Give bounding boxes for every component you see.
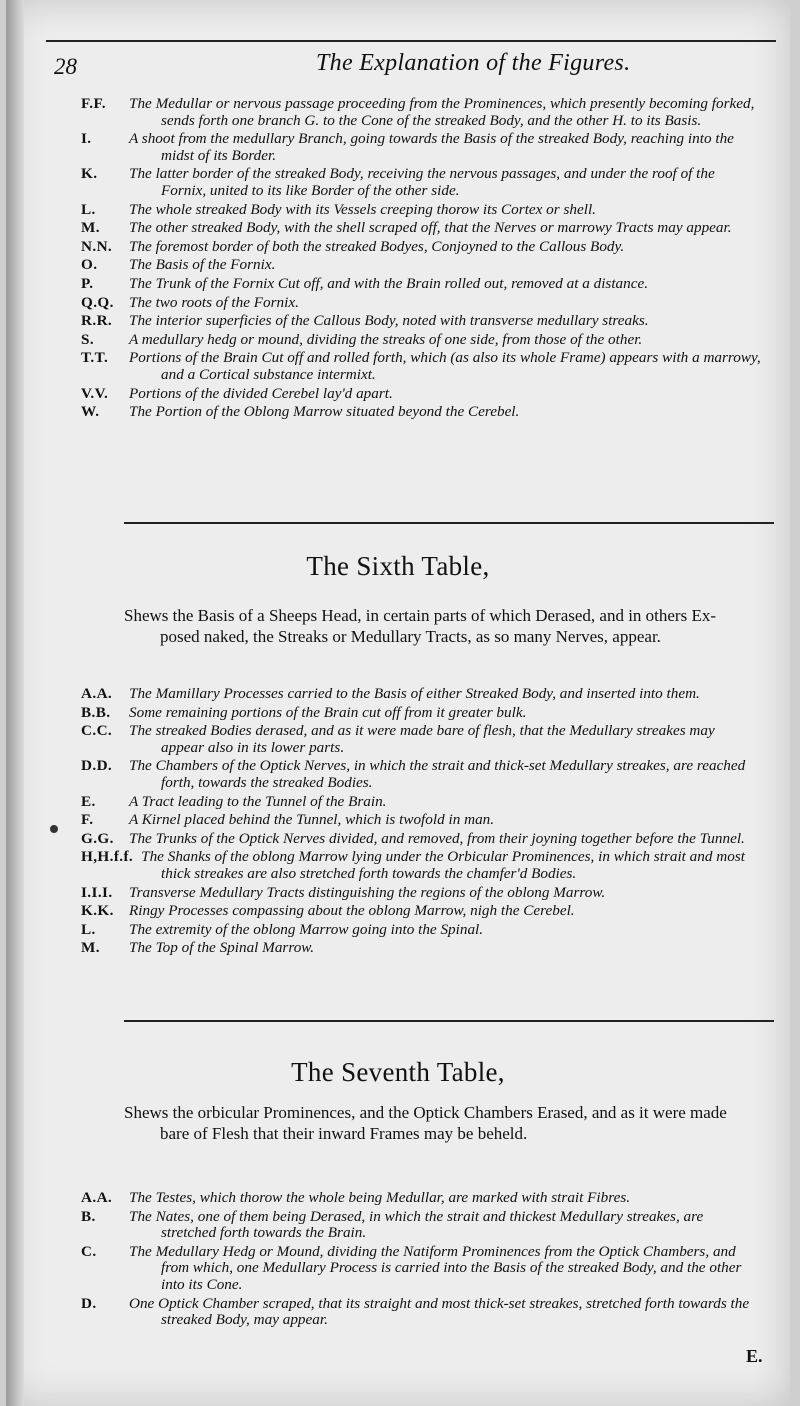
list-item: N.N. The foremost border of both the streaked Bodyes, Conjoyned to the Callous Body.	[81, 237, 625, 255]
sixth-table-entries	[81, 685, 761, 957]
intro-line: Shews the Basis of a Sheeps Head, in certain parts of which Derased, and in others Ex-	[124, 606, 717, 625]
seventh-table-entries	[81, 1189, 761, 1329]
list-item: F.F. The Medullar or nervous passage proceeding from the Prominences, which presently becoming forked, sends forth one branch G. to the Cone of the streaked Body, and the other H. to its Basis.	[81, 95, 755, 129]
catchword: E.	[746, 1346, 763, 1366]
running-title: The Explanation of the Figures.	[316, 50, 631, 76]
entry-text: The Trunk of the Fornix Cut off, and with the Brain rolled out, removed at a distance.	[129, 274, 649, 292]
list-item: B. The Nates, one of them being Derased, in which the strait and thickest Medullary streakes, are stretched forth towards the Brain.	[81, 1207, 704, 1242]
list-item: I.I.I. Transverse Medullary Tracts distinguishing the regions of the oblong Marrow.	[81, 883, 606, 901]
intro-line: bare of Flesh that their inward Frames may be beheld.	[160, 1124, 528, 1143]
entry-text: The Nates, one of them being Derased, in which the strait and thickest Medullary streakes, are stretched forth towards the Brain.	[129, 1207, 704, 1242]
list-item: Q.Q. The two roots of the Fornix.	[81, 293, 299, 311]
entry-text: The Medullary Hedg or Mound, dividing the Natiform Prominences from the Optick Chambers, and from which, one Medullary Process is carried into the Basis of the streaked Body, and the other into its Cone.	[129, 1242, 742, 1293]
list-item: E. A Tract leading to the Tunnel of the Brain.	[81, 792, 387, 810]
entry-text: The Chambers of the Optick Nerves, in which the strait and thick-set Medullary streakes, are reached forth, towards the streaked Bodies.	[129, 757, 746, 791]
entry-text: Ringy Processes compassing about the oblong Marrow, nigh the Cerebel.	[129, 902, 575, 920]
entry-text: A medullary hedg or mound, dividing the streaks of one side, from those of the other.	[129, 330, 643, 348]
page-gutter-shadow	[6, 0, 24, 1406]
list-item: L. The extremity of the oblong Marrow going into the Spinal.	[81, 920, 484, 938]
list-item	[81, 848, 761, 882]
entry-text: The Mamillary Processes carried to the Basis of either Streaked Body, and inserted into them.	[129, 685, 700, 702]
entry-text: The latter border of the streaked Body, receiving the nervous passages, and under the roof of the Fornix, united to its like Border of the other side.	[129, 165, 715, 199]
entry-text: The whole streaked Body with its Vessels creeping thorow its Cortex or shell.	[129, 200, 596, 218]
entry-text: The Shanks of the oblong Marrow lying under the Orbicular Prominences, in which strait and most thick streakes are also stretched forth towards the chamfer'd Bodies.	[141, 848, 745, 882]
list-item: C. The Medullary Hedg or Mound, dividing the Natiform Prominences from the Optick Chambers, and from which, one Medullary Process is carried into the Basis of the streaked Body, and the other into its Cone.	[81, 1242, 742, 1293]
entry-text: A Kirnel placed behind the Tunnel, which is twofold in man.	[129, 811, 495, 829]
fifth-table-entries	[81, 95, 761, 421]
entry-text: The extremity of the oblong Marrow going into the Spinal.	[129, 920, 484, 938]
seventh-table-title: The Seventh Table,	[291, 1057, 505, 1087]
list-item: G.G. The Trunks of the Optick Nerves divided, and removed, from their joyning together before the Tunnel.	[81, 829, 745, 847]
list-item: R.R. The interior superficies of the Callous Body, noted with transverse medullary streaks.	[81, 312, 649, 330]
entry-text: The Trunks of the Optick Nerves divided, and removed, from their joyning together before the Tunnel.	[129, 829, 745, 847]
sixth-table-title: The Sixth Table,	[306, 551, 490, 581]
list-item: M. The other streaked Body, with the shell scraped off, that the Nerves or marrowy Tracts may appear.	[81, 219, 732, 237]
list-item: A.A. The Testes, which thorow the whole being Medullar, are marked with strait Fibres.	[81, 1189, 631, 1206]
entry-text: The foremost border of both the streaked Bodyes, Conjoyned to the Callous Body.	[129, 237, 625, 255]
entry-text: The streaked Bodies derased, and as it were made bare of flesh, that the Medullary streakes may appear also in its lower parts.	[129, 722, 715, 756]
entry-text: Some remaining portions of the Brain cut off from it greater bulk.	[129, 703, 527, 721]
entry-text: Portions of the divided Cerebel lay'd apart.	[129, 384, 393, 402]
ink-spot	[50, 825, 58, 833]
seventh-table-intro	[124, 1102, 774, 1144]
page-header	[46, 40, 776, 84]
entry-text: Portions of the Brain Cut off and rolled forth, which (as also its whole Frame) appears with a marrowy, and a Cortical substance intermixt.	[129, 349, 761, 383]
section-divider	[124, 522, 774, 524]
list-item: B.B. Some remaining portions of the Brain cut off from it greater bulk.	[81, 703, 527, 721]
intro-line: posed naked, the Streaks or Medullary Tracts, as so many Nerves, appear.	[160, 627, 661, 646]
entry-text: The other streaked Body, with the shell scraped off, that the Nerves or marrowy Tracts may appear.	[129, 219, 732, 237]
entry-text: The interior superficies of the Callous Body, noted with transverse medullary streaks.	[129, 312, 649, 330]
list-item: V.V. Portions of the divided Cerebel lay'd apart.	[81, 384, 393, 402]
list-item: D.D. The Chambers of the Optick Nerves, in which the strait and thick-set Medullary streakes, are reached forth, towards the streaked Bodies.	[81, 757, 746, 791]
list-item: A.A. The Mamillary Processes carried to the Basis of either Streaked Body, and inserted into them.	[81, 685, 700, 702]
entry-key: H,H.f.f.	[81, 848, 134, 866]
list-item: W. The Portion of the Oblong Marrow situated beyond the Cerebel.	[81, 403, 520, 421]
list-item: P. The Trunk of the Fornix Cut off, and with the Brain rolled out, removed at a distance.	[81, 274, 649, 292]
entry-text: A Tract leading to the Tunnel of the Brain.	[129, 792, 387, 810]
entry-text: The Top of the Spinal Marrow.	[129, 939, 315, 957]
book-page	[6, 0, 790, 1406]
list-item: M. The Top of the Spinal Marrow.	[81, 939, 315, 957]
page-number: 28	[54, 54, 77, 79]
section-divider	[124, 1020, 774, 1022]
list-item: D. One Optick Chamber scraped, that its straight and most thick-set streakes, stretched forth towards the streaked Body, may appear.	[81, 1294, 750, 1329]
intro-line: Shews the orbicular Prominences, and the Optick Chambers Erased, and as it were made	[124, 1103, 727, 1122]
entry-text: The Medullar or nervous passage proceeding from the Prominences, which presently becoming forked, sends forth one branch G. to the Cone of the streaked Body, and the other H. to its Basis.	[129, 95, 755, 129]
sixth-table-intro	[124, 605, 774, 647]
list-item: F. A Kirnel placed behind the Tunnel, which is twofold in man.	[81, 811, 495, 829]
list-item: I. A shoot from the medullary Branch, going towards the Basis of the streaked Body, reaching into the midst of its Border.	[81, 130, 734, 164]
list-item: K.K. Ringy Processes compassing about the oblong Marrow, nigh the Cerebel.	[81, 902, 575, 920]
list-item: C.C. The streaked Bodies derased, and as it were made bare of flesh, that the Medullary streakes may appear also in its lower parts.	[81, 722, 715, 756]
entry-text: The Portion of the Oblong Marrow situated beyond the Cerebel.	[129, 403, 520, 421]
entry-text: The Testes, which thorow the whole being Medullar, are marked with strait Fibres.	[129, 1189, 631, 1206]
entry-text: One Optick Chamber scraped, that its straight and most thick-set streakes, stretched forth towards the streaked Body, may appear.	[129, 1294, 750, 1329]
entry-text: Transverse Medullary Tracts distinguishing the regions of the oblong Marrow.	[129, 883, 606, 901]
list-item: T.T. Portions of the Brain Cut off and rolled forth, which (as also its whole Frame) appears with a marrowy, and a Cortical substance intermixt.	[81, 349, 761, 383]
list-item: L. The whole streaked Body with its Vessels creeping thorow its Cortex or shell.	[81, 200, 596, 218]
list-item: O. The Basis of the Fornix.	[81, 256, 276, 274]
entry-text: The Basis of the Fornix.	[129, 256, 276, 274]
entry-text: A shoot from the medullary Branch, going towards the Basis of the streaked Body, reaching into the midst of its Border.	[129, 130, 734, 164]
list-item: K. The latter border of the streaked Body, receiving the nervous passages, and under the roof of the Fornix, united to its like Border of the other side.	[81, 165, 715, 199]
entry-text: The two roots of the Fornix.	[129, 293, 299, 311]
list-item: S. A medullary hedg or mound, dividing the streaks of one side, from those of the other.	[81, 330, 643, 348]
